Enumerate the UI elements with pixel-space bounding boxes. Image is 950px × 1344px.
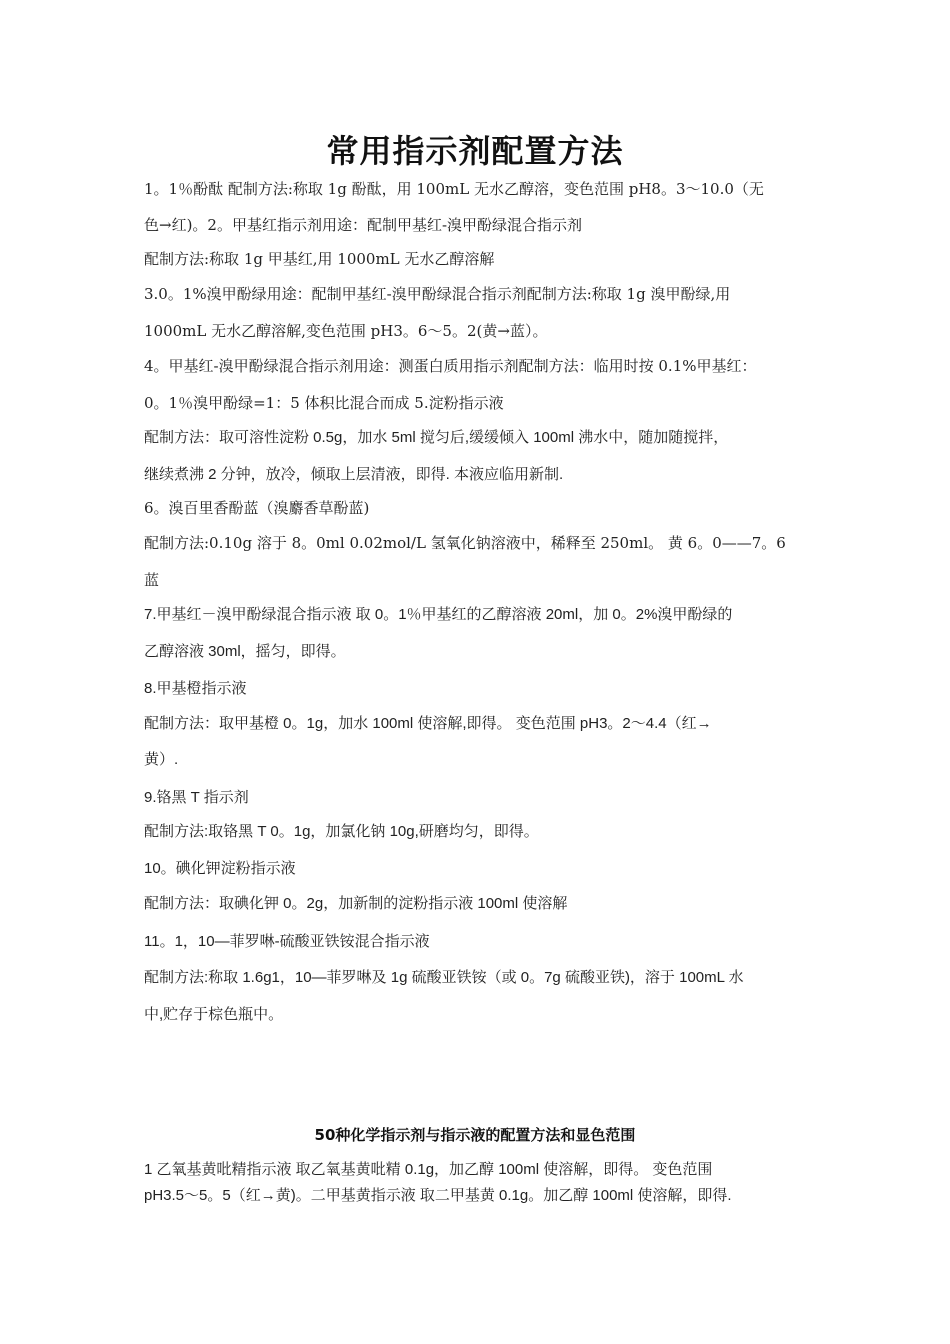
text-line: 10。碘化钾淀粉指示液	[144, 860, 296, 877]
section-title: 50种化学指示剂与指示液的配置方法和显色范围	[314, 1126, 636, 1144]
text-line: 配制方法：取可溶性淀粉 0.5g，加水 5ml 搅匀后,缓缓倾入 100ml 沸水中，随加随搅拌，	[144, 429, 729, 446]
text-line: 7.甲基红－溴甲酚绿混合指示液 取 0。1％甲基红的乙醇溶液 20ml，加 0。2%溴甲酚绿的	[144, 606, 733, 623]
text-line: 配制方法:称取 1g 甲基红,用 1000mL 无水乙醇溶解	[144, 250, 495, 268]
text-line: 配制方法:0.10g 溶于 8。0ml 0.02mol/L 氢氧化钠溶液中，稀释至 250ml。 黄 6。0——7。6	[144, 534, 786, 552]
text-line: 9.铬黑 T 指示剂	[144, 789, 249, 806]
text-line: 6。溴百里香酚蓝（溴麝香草酚蓝)	[144, 499, 370, 517]
text-line: 色→红)。2。甲基红指示剂用途：配制甲基红-溴甲酚绿混合指示剂	[144, 216, 583, 234]
text-line: pH3.5～5。5（红→黄)。二甲基黄指示液 取二甲基黄 0.1g。加乙醇 100ml 使溶解，即得.	[144, 1187, 732, 1204]
text-line: 3.0。1%溴甲酚绿用途：配制甲基红-溴甲酚绿混合指示剂配制方法:称取 1g 溴甲酚绿,用	[144, 285, 731, 303]
text-line: 乙醇溶液 30ml，摇匀，即得。	[144, 643, 346, 660]
text-line: 配制方法:称取 1.6g1，10—菲罗啉及 1g 硫酸亚铁铵（或 0。7g 硫酸亚铁)，溶于 100mL 水	[144, 969, 744, 986]
text-line: 配制方法:取铬黑 T 0。1g，加氯化钠 10g,研磨均匀，即得。	[144, 823, 539, 840]
text-line: 4。甲基红-溴甲酚绿混合指示剂用途：测蛋白质用指示剂配制方法：临用时按 0.1%甲基红：	[144, 357, 757, 375]
text-line: 配制方法：取碘化钾 0。2g，加新制的淀粉指示液 100ml 使溶解	[144, 895, 568, 912]
text-line: 继续煮沸 2 分钟，放冷，倾取上层清液，即得. 本液应临用新制.	[144, 466, 564, 483]
page-title: 常用指示剂配置方法	[326, 132, 624, 170]
text-line: 配制方法：取甲基橙 0。1g，加水 100ml 使溶解,即得。 变色范围 pH3。2～4.4（红→	[144, 715, 712, 732]
text-line: 1 乙氧基黄吡精指示液 取乙氧基黄吡精 0.1g，加乙醇 100ml 使溶解，即得。 变色范围	[144, 1161, 713, 1178]
text-line: 黄）.	[144, 751, 179, 768]
text-line: 8.甲基橙指示液	[144, 680, 247, 697]
text-line: 蓝	[144, 571, 160, 589]
text-line: 1。1％酚酞 配制方法:称取 1g 酚酞，用 100mL 无水乙醇溶，变色范围 pH8。3～10.0（无	[144, 180, 764, 198]
text-line: 中,贮存于棕色瓶中。	[144, 1006, 284, 1023]
text-line: 1000mL 无水乙醇溶解,变色范围 pH3。6～5。2(黄→蓝）。	[144, 322, 548, 340]
text-line: 11。1，10—菲罗啉-硫酸亚铁铵混合指示液	[144, 933, 430, 950]
text-line: 0。1％溴甲酚绿=1：5 体积比混合而成 5.淀粉指示液	[144, 394, 504, 412]
